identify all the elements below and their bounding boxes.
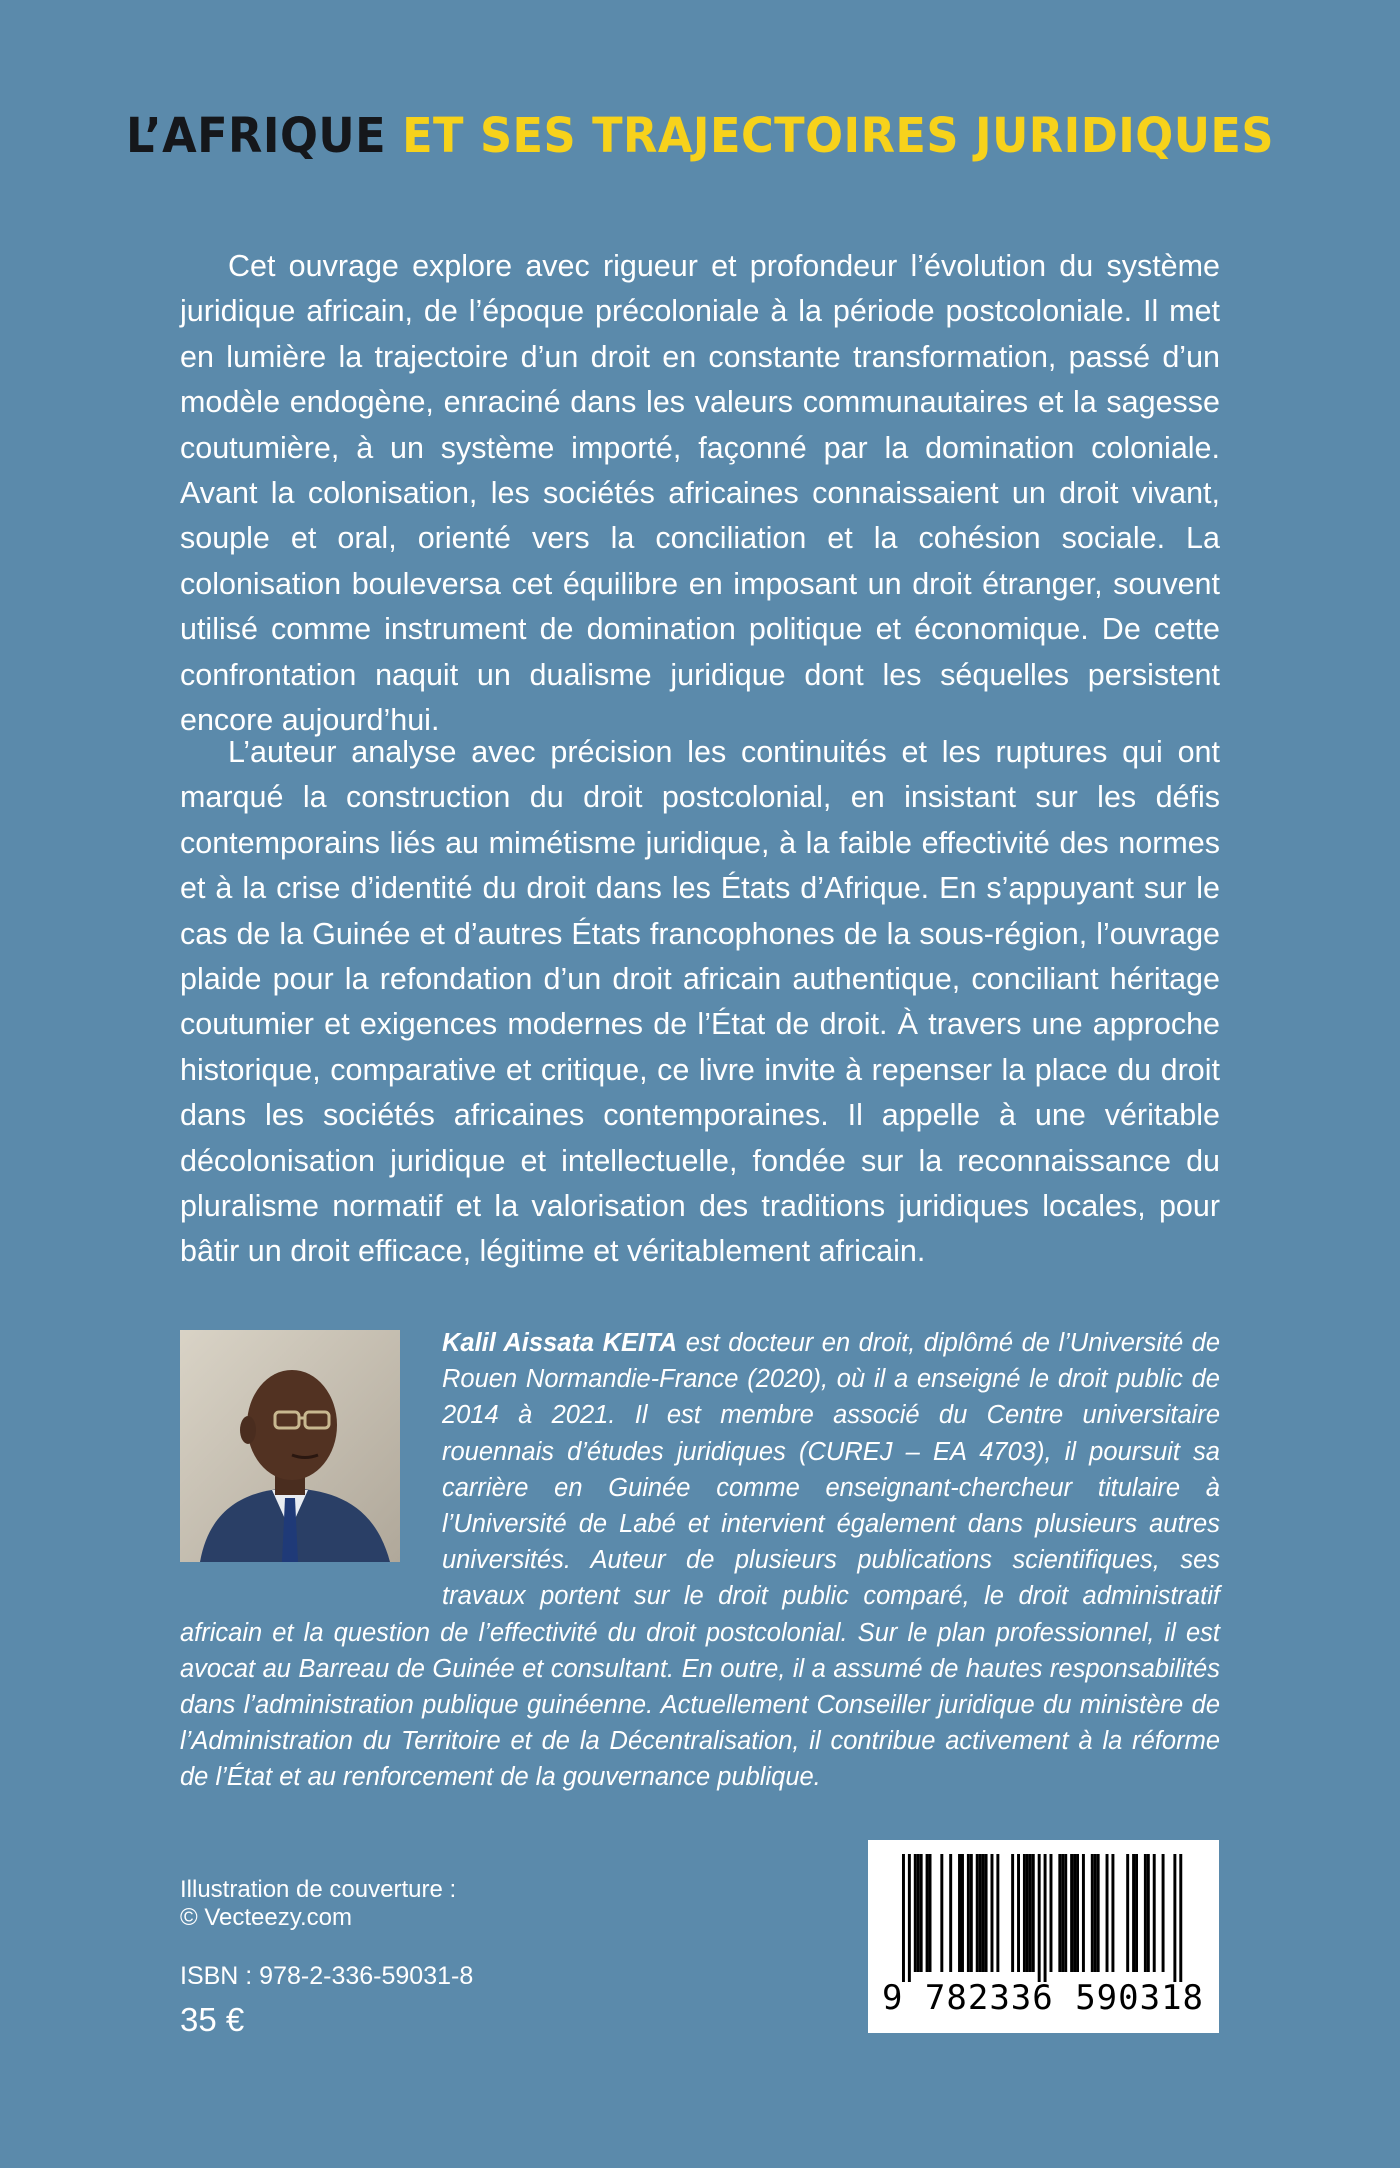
barcode-bar [1023, 1854, 1026, 1972]
barcode-bar [979, 1854, 982, 1972]
barcode-bar [1147, 1854, 1150, 1972]
barcode-bar [908, 1854, 911, 1982]
barcode-bar [1073, 1854, 1076, 1972]
barcode-bar [1126, 1854, 1129, 1972]
barcode-bar [996, 1854, 999, 1972]
barcode-bar [1162, 1854, 1165, 1972]
author-bio-text: est docteur en droit, diplômé de l’Université de Rouen Normandie-France (2020), où il a enseigné le droit public de 2014 à 2021. Il est membre associé du Centre universitaire rouennais d’études juridiques (CUREJ – EA 4703), il poursuit sa carrière en Guinée comme enseignant-chercheur titulaire à l’Université de Labé et intervient également dans plusieurs autres universités. Auteur de plusieurs publications scientifiques, ses travaux portent sur le droit public comparé, le droit administratif africain et la question de l’effectivité du droit postcolonial. Sur le plan professionnel, il est avocat au Barreau de Guinée et consultant. En outre, il a assumé de hautes responsabilités dans l’administration publique guinéenne. Actuellement Conseiller juridique du ministère de l’Administration du Territoire et de la Décentralisation, il contribue activement à la réforme de l’État et au renforcement de la gouvernance publique. [180, 1329, 1220, 1792]
author-biography [180, 1325, 1220, 1796]
barcode-bar [961, 1854, 964, 1972]
barcode-bar [1094, 1854, 1097, 1972]
barcode-bar [982, 1854, 985, 1972]
barcode-bar [1153, 1854, 1156, 1972]
barcode-bar [1058, 1854, 1061, 1972]
barcode-bar [991, 1854, 994, 1972]
summary-paragraph-2: L’auteur analyse avec précision les continuités et les ruptures qui ont marqué la construction du droit postcolonial, en insistant sur les défis contemporains liés au mimétisme juridique, à la faible effectivité des normes et à la crise d’identité du droit dans les États d’Afrique. En s’appuyant sur le cas de la Guinée et d’autres États francophones de la sous-région, l’ouvrage plaide pour la refondation d’un droit africain authentique, conciliant héritage coutumier et exigences modernes de l’État de droit. À travers une approche historique, comparative et critique, ce livre invite à repenser la place du droit dans les sociétés africaines contemporaines. Il appelle à une véritable décolonisation juridique et intellectuelle, fondée sur la reconnaissance du pluralisme normatif et la valorisation des traditions juridiques locales, pour bâtir un droit efficace, légitime et véritablement africain. [180, 735, 1220, 1269]
title-yellow-part: ET SES TRAJECTOIRES JURIDIQUES [402, 108, 1274, 164]
barcode-bar [1132, 1854, 1135, 1972]
summary-paragraph-1: Cet ouvrage explore avec rigueur et profondeur l’évolution du système juridique africain, de l’époque précoloniale à la période postcoloniale. Il met en lumière la trajectoire d’un droit en constante transformation, passé d’un modèle endogène, enraciné dans les valeurs communautaires et la sagesse coutumière, à un système importé, façonné par la domination coloniale. Avant la colonisation, les sociétés africaines connaissaient un droit vivant, souple et oral, orienté vers la conciliation et la cohésion sociale. La colonisation bouleversa cet équilibre en imposant un droit étranger, souvent utilisé comme instrument de domination politique et économique. De cette confrontation naquit un dualisme juridique dont les séquelles persistent encore aujourd’hui. [180, 249, 1220, 738]
credit-line-2: © Vecteezy.com [180, 1904, 352, 1931]
barcode-bar [967, 1854, 970, 1972]
barcode-bar [920, 1854, 923, 1972]
barcode-bar [1064, 1854, 1067, 1972]
credit-line-1: Illustration de couverture : [180, 1876, 457, 1903]
barcode-bar [1017, 1854, 1020, 1972]
barcode-bar [917, 1854, 920, 1972]
barcode-bar [929, 1854, 932, 1972]
barcode-bar [1082, 1854, 1085, 1972]
barcode-bar [970, 1854, 973, 1972]
barcode-bar [1173, 1854, 1176, 1982]
barcode-bar [914, 1854, 917, 1972]
isbn: ISBN : 978-2-336-59031-8 [180, 1962, 474, 1990]
barcode-bar [1070, 1854, 1073, 1972]
barcode-bar [926, 1854, 929, 1972]
barcode-bar [985, 1854, 988, 1972]
barcode-bar [1011, 1854, 1014, 1972]
author-name: Kalil Aissata KEITA [442, 1329, 678, 1357]
barcode-bar [1076, 1854, 1079, 1972]
barcode-bar [1111, 1854, 1114, 1972]
book-title [49, 108, 1351, 164]
barcode-bar [1050, 1854, 1053, 1972]
isbn-barcode [868, 1840, 1219, 2033]
barcode-bar [1038, 1854, 1041, 1982]
barcode-bar [949, 1854, 952, 1972]
barcode-bar [1106, 1854, 1109, 1972]
barcode-bar [1061, 1854, 1064, 1972]
barcode-bar [976, 1854, 979, 1972]
barcode-bar [1097, 1854, 1100, 1972]
barcode-bar [1135, 1854, 1138, 1972]
barcode-bar [1179, 1854, 1182, 1982]
barcode-bar [1029, 1854, 1032, 1972]
barcode-bar [940, 1854, 943, 1972]
barcode-bar [958, 1854, 961, 1972]
barcode-number: 9 782336 590318 [881, 1978, 1205, 2018]
barcode-bar [1026, 1854, 1029, 1972]
cover-credit [180, 1876, 456, 1932]
barcode-bar [902, 1854, 905, 1982]
price: 35 € [180, 2001, 245, 2038]
barcode-bar [1091, 1854, 1094, 1972]
title-dark-part: L’AFRIQUE [126, 108, 387, 164]
barcode-bar [1032, 1854, 1035, 1972]
barcode-bar [1044, 1854, 1047, 1982]
barcode-bar [1144, 1854, 1147, 1972]
